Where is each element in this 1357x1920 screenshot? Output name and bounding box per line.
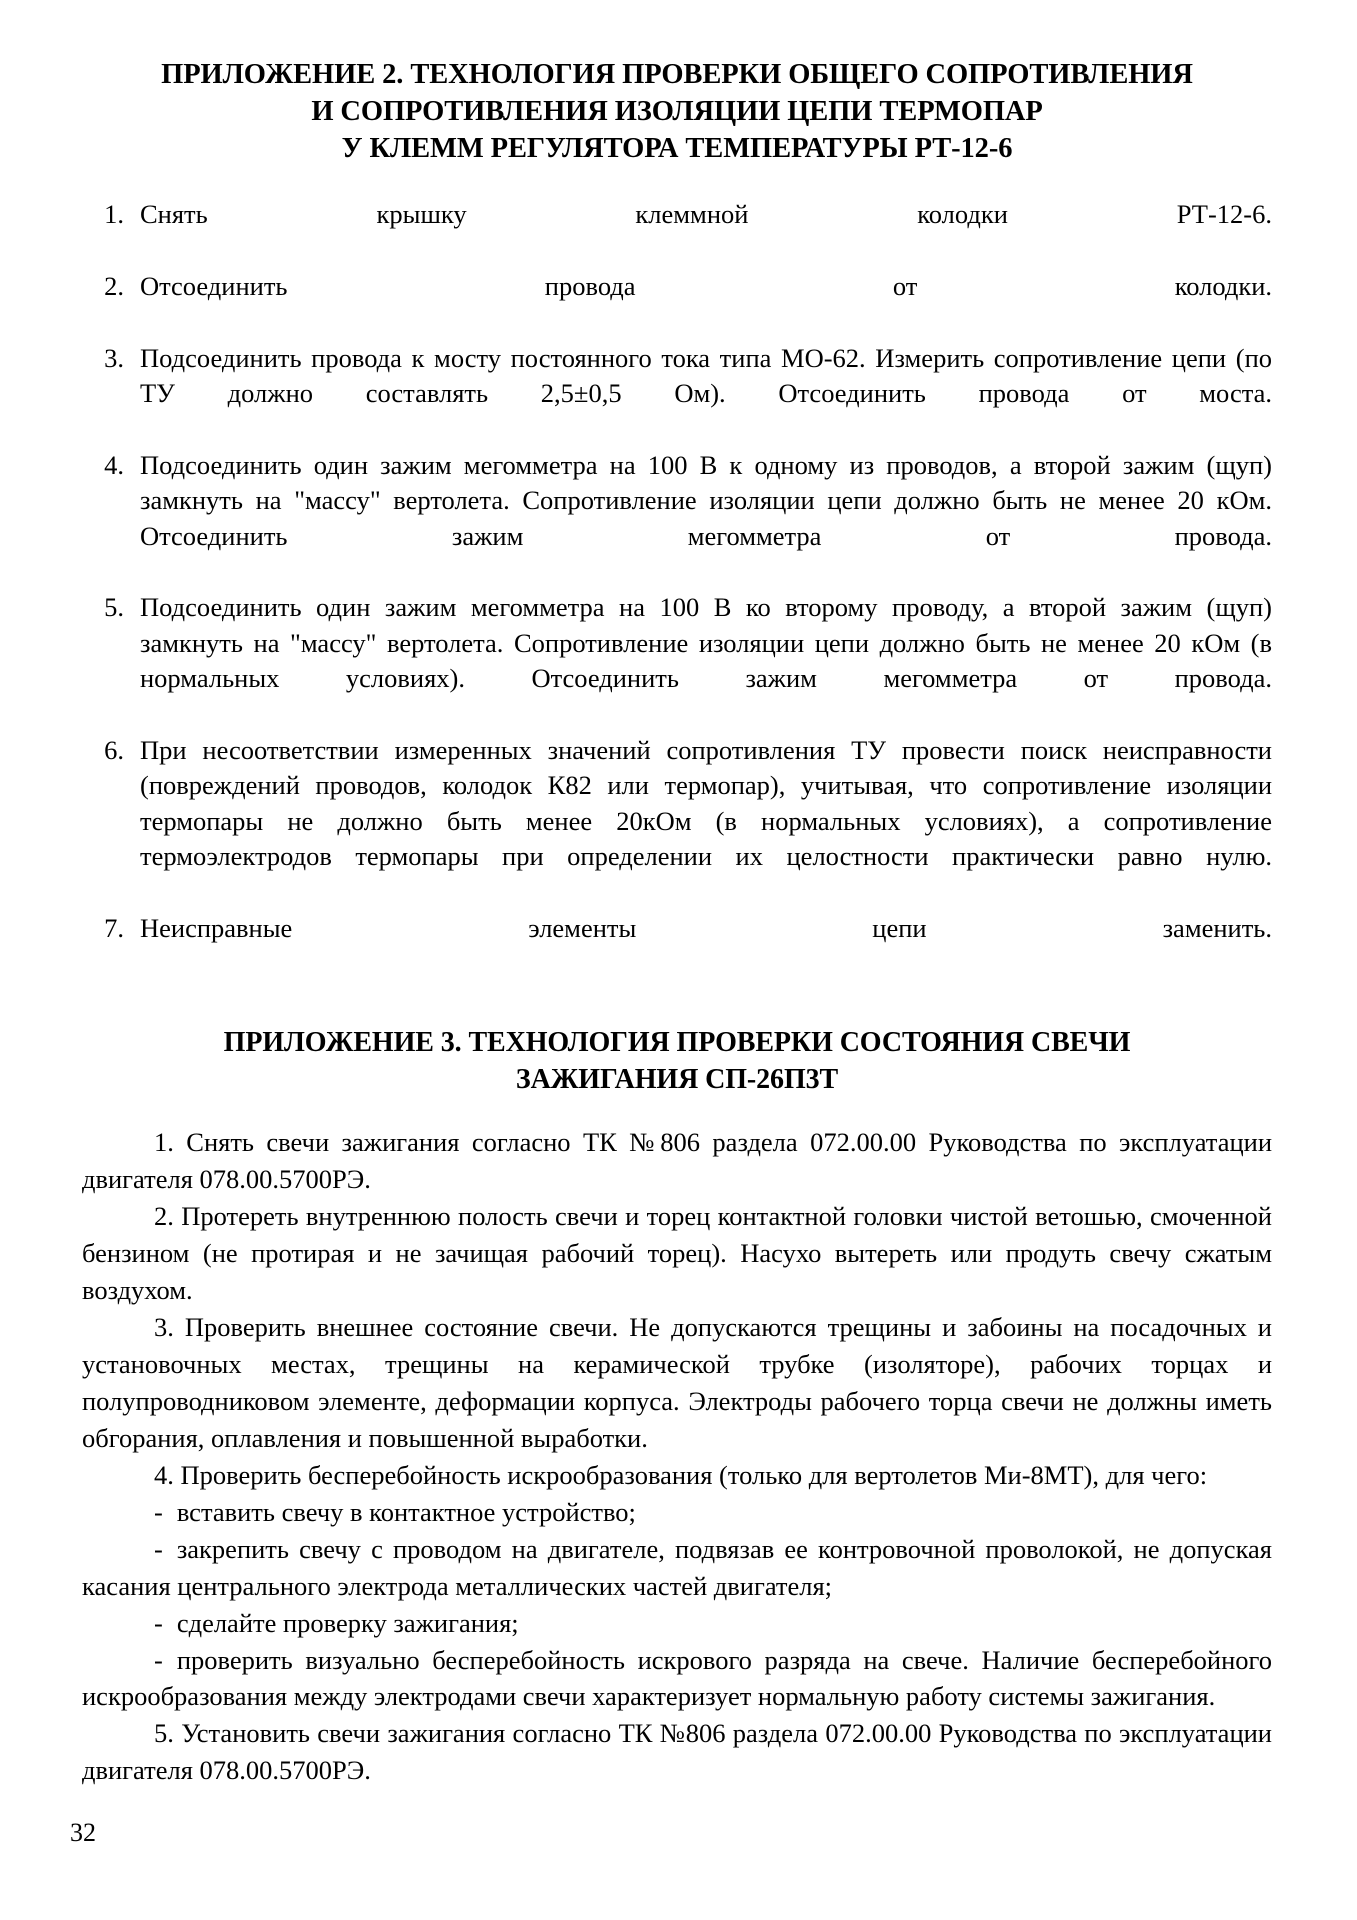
list-item-marker: 1. [104, 199, 124, 230]
list-item [82, 590, 1272, 732]
appendix3-heading-line-2: ЗАЖИГАНИЯ СП-26П3Т [515, 1063, 839, 1095]
list-item [82, 197, 1272, 268]
appendix2-steps-list [82, 197, 1272, 981]
bullet-text: проверить визуально бесперебойность искрового разряда на свече. Наличие бесперебойного искрообразования между электродами свечи характеризует нормальную работу системы зажигания. [82, 1644, 1272, 1712]
appendix3-paragraph-5: 5. Установить свечи зажигания согласно ТК №806 раздела 072.00.00 Руководства по эксплуатации двигателя 078.00.5700РЭ. [82, 1718, 1272, 1786]
bullet-text: закрепить свечу с проводом на двигателе, подвязав ее контровочной проволокой, не допуская касания центрального электрода металлических частей двигателя; [82, 1533, 1272, 1601]
bullet-dash-icon: - [154, 1644, 163, 1675]
appendix3-bullet-1 [82, 1494, 1272, 1531]
list-item-marker: 4. [104, 449, 124, 480]
bullet-text: сделайте проверку зажигания; [176, 1607, 519, 1638]
list-item-text: Подсоединить провода к мосту постоянного тока типа МО-62. Измерить сопротивление цепи (по ТУ должно составлять 2,5±0,5 Ом). Отсоединить провода от моста. [140, 342, 1272, 409]
appendix2-heading-line-3: У КЛЕММ РЕГУЛЯТОРА ТЕМПЕРАТУРЫ РТ-12-6 [341, 133, 1013, 165]
bullet-text: вставить свечу в контактное устройство; [176, 1496, 636, 1527]
appendix3-paragraph-3: 3. Проверить внешнее состояние свечи. Не допускаются трещины и забоины на посадочных и установочных местах, трещины на керамической трубке (изоляторе), рабочих торцах и полупроводниковом элементе, деформации корпуса. Электроды рабочего торца свечи не должны иметь обгорания, оплавления и повышенной выработки. [82, 1311, 1272, 1453]
list-item-text: Снять крышку клеммной колодки РТ-12-6. [140, 199, 1272, 230]
appendix2-heading-line-2: И СОПРОТИВЛЕНИЯ ИЗОЛЯЦИИ ЦЕПИ ТЕРМОПАР [311, 96, 1043, 128]
appendix3-heading [82, 1025, 1272, 1098]
list-item-text: Подсоединить один зажим мегомметра на 100 В к одному из проводов, а второй зажим (щуп) замкнуть на "массу" вертолета. Сопротивление изоляции цепи должно быть не менее 20 кОм. Отсоединить зажим мегомметра от провода. [140, 449, 1272, 551]
list-item-text: Неисправные элементы цепи заменить. [140, 912, 1272, 943]
appendix2-heading [82, 56, 1272, 167]
list-item-text: Отсоединить провода от колодки. [140, 270, 1272, 301]
appendix3-paragraph-2: 2. Протереть внутреннюю полость свечи и торец контактной головки чистой ветошью, смоченной бензином (не протирая и не зачищая рабочий торец). Насухо вытереть или продуть свечу сжатым воздухом. [82, 1201, 1272, 1305]
list-item [82, 911, 1272, 982]
appendix3-body [82, 1124, 1272, 1789]
appendix3-heading-line-1: ПРИЛОЖЕНИЕ 3. ТЕХНОЛОГИЯ ПРОВЕРКИ СОСТОЯНИЯ СВЕЧИ [223, 1027, 1131, 1059]
list-item-marker: 3. [104, 342, 124, 373]
list-item-text: Подсоединить один зажим мегомметра на 100 В ко второму проводу, а второй зажим (щуп) замкнуть на "массу" вертолета. Сопротивление изоляции цепи должно быть не менее 20 кОм (в нормальных условиях). Отсоединить зажим мегомметра от провода. [140, 592, 1272, 694]
page-content [82, 56, 1272, 1789]
appendix3-bullet-2 [82, 1531, 1272, 1605]
list-item-marker: 5. [104, 592, 124, 623]
list-item [82, 341, 1272, 447]
list-item [82, 448, 1272, 590]
bullet-dash-icon: - [154, 1496, 163, 1527]
appendix2-heading-line-1: ПРИЛОЖЕНИЕ 2. ТЕХНОЛОГИЯ ПРОВЕРКИ ОБЩЕГО СОПРОТИВЛЕНИЯ [161, 59, 1193, 90]
list-item-text: При несоответствии измеренных значений сопротивления ТУ провести поиск неисправности (повреждений проводов, колодок К82 или термопар), учитывая, что сопротивление изоляции термопары не должно быть менее 20кОм (в нормальных условиях), а сопротивление термоэлектродов термопары при определении их целостности практически равно нулю. [140, 734, 1272, 871]
list-item-marker: 2. [104, 270, 124, 301]
bullet-dash-icon: - [154, 1533, 163, 1564]
bullet-dash-icon: - [154, 1607, 163, 1638]
list-item-marker: 7. [104, 912, 124, 943]
list-item [82, 269, 1272, 340]
appendix3-bullet-3 [82, 1605, 1272, 1642]
appendix3-paragraph-1: 1. Снять свечи зажигания согласно ТК №806 раздела 072.00.00 Руководства по эксплуатации двигателя 078.00.5700РЭ. [82, 1127, 1272, 1195]
list-item-marker: 6. [104, 734, 124, 765]
appendix3-bullet-4 [82, 1642, 1272, 1716]
appendix3-paragraph-4: 4. Проверить бесперебойность искрообразования (только для вертолетов Ми-8МТ), для чего: [154, 1459, 1208, 1490]
page-number: 32 [70, 1818, 96, 1847]
list-item [82, 733, 1272, 910]
